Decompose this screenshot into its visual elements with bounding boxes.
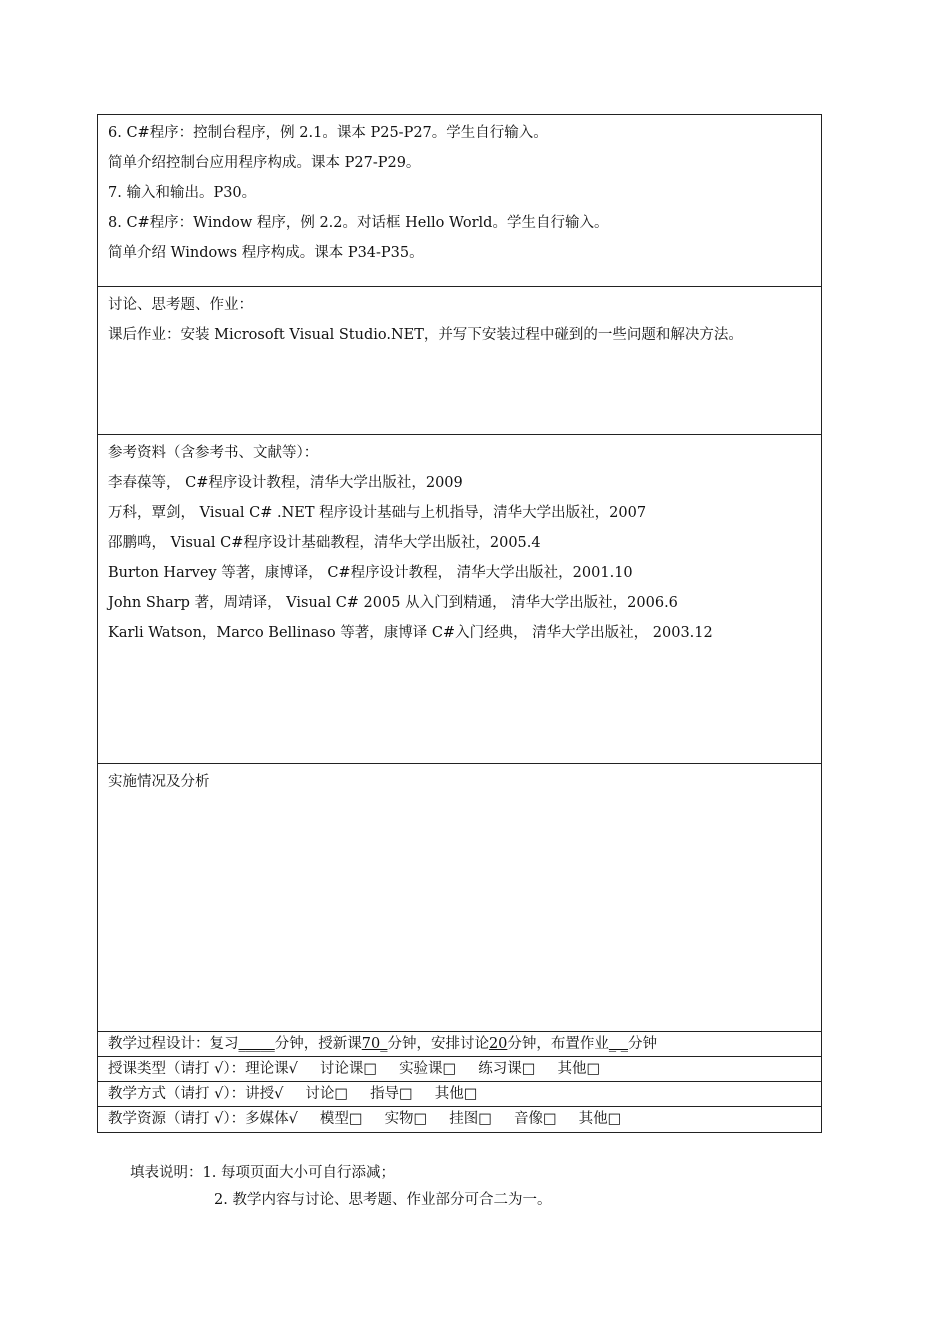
note-item: 2. 教学内容与讨论、思考题、作业部分可合二为一。 [214, 1192, 552, 1208]
course-type-option[interactable]: 练习课□ [478, 1061, 536, 1077]
teaching-resource-option[interactable]: 挂图□ [449, 1111, 492, 1127]
reference-item: 邵鹏鸣， Visual C#程序设计基础教程，清华大学出版社，2005.4 [108, 535, 541, 551]
content-line: 简单介绍控制台应用程序构成。课本 P27-P29。 [108, 155, 421, 171]
teaching-method-option[interactable]: 其他□ [434, 1086, 478, 1102]
content-line: 简单介绍 Windows 程序构成。课本 P34-P35。 [108, 245, 424, 261]
course-type-option[interactable]: 理论课√ [245, 1061, 298, 1077]
analysis-section [98, 764, 821, 1032]
minutes-unit: 分钟 [274, 1036, 304, 1052]
notes-label: 填表说明： [130, 1165, 203, 1181]
reference-item: Burton Harvey 等著，康博译， C#程序设计教程， 清华大学出版社，2001.10 [108, 565, 633, 581]
teaching-resources-label: 教学资源（请打 √）： [108, 1111, 246, 1127]
process-design-row [98, 1032, 821, 1057]
teaching-method-option[interactable]: 讲授√ [245, 1086, 284, 1102]
discussion-text: 课后作业：安装 Microsoft Visual Studio.NET，并写下安装过程中碰到的一些问题和解决方法。 [108, 327, 743, 343]
teaching-resource-option[interactable]: 模型□ [319, 1111, 363, 1127]
teaching-method-row [98, 1082, 821, 1107]
analysis-heading: 实施情况及分析 [108, 774, 210, 790]
teaching-content-section [98, 115, 821, 287]
discussion-label: ，安排讨论 [416, 1036, 489, 1052]
minutes-unit: 分钟 [628, 1036, 658, 1052]
references-section [98, 435, 821, 764]
teaching-method-label: 教学方式（请打 √）： [108, 1086, 246, 1102]
discussion-minutes: 20 [488, 1036, 508, 1052]
discussion-section [98, 287, 821, 435]
form-notes [130, 1160, 551, 1214]
reference-item: Karli Watson，Marco Bellinaso 等著，康博译 C#入门经典， 清华大学出版社， 2003.12 [108, 625, 713, 641]
new-lesson-minutes: 70_ [361, 1036, 388, 1052]
teaching-resource-option[interactable]: 音像□ [513, 1111, 557, 1127]
reference-item: 李春葆等， C#程序设计教程，清华大学出版社，2009 [108, 475, 463, 491]
course-type-option[interactable]: 实验课□ [399, 1061, 457, 1077]
reference-item: John Sharp 著，周靖译， Visual C# 2005 从入门到精通， 清华大学出版社，2006.6 [108, 595, 678, 611]
teaching-resource-option[interactable]: 实物□ [384, 1111, 428, 1127]
teaching-method-option[interactable]: 指导□ [370, 1086, 413, 1102]
minutes-unit: 分钟 [507, 1036, 537, 1052]
lesson-plan-table [97, 114, 822, 1133]
new-lesson-label: ，授新课 [303, 1036, 362, 1052]
minutes-unit: 分钟 [387, 1036, 417, 1052]
note-item: 1. 每项页面大小可自行添减； [202, 1165, 395, 1181]
content-line: 6. C#程序：控制台程序，例 2.1。课本 P25-P27。学生自行输入。 [108, 125, 548, 141]
content-line: 7. 输入和输出。P30。 [108, 185, 257, 201]
course-type-label: 授课类型（请打 √）： [108, 1061, 246, 1077]
course-type-row [98, 1057, 821, 1082]
course-type-option[interactable]: 其他□ [557, 1061, 601, 1077]
reference-item: 万科，覃剑， Visual C# .NET 程序设计基础与上机指导，清华大学出版社，2007 [108, 505, 647, 521]
discussion-heading: 讨论、思考题、作业： [108, 297, 253, 313]
references-heading: 参考资料（含参考书、文献等）： [108, 445, 319, 461]
homework-minutes: _ _ [608, 1036, 629, 1052]
teaching-resource-option[interactable]: 其他□ [578, 1111, 622, 1127]
teaching-resources-row [98, 1107, 821, 1132]
process-label: 教学过程设计：复习 [108, 1036, 239, 1052]
note-line-1 [130, 1160, 551, 1187]
course-type-option[interactable]: 讨论课□ [319, 1061, 378, 1077]
teaching-resource-option[interactable]: 多媒体√ [245, 1111, 298, 1127]
review-minutes: _____ [238, 1036, 275, 1052]
teaching-method-option[interactable]: 讨论□ [305, 1086, 349, 1102]
homework-label: ，布置作业 [536, 1036, 609, 1052]
content-line: 8. C#程序：Window 程序，例 2.2。对话框 Hello World。学生自行输入。 [108, 215, 609, 231]
